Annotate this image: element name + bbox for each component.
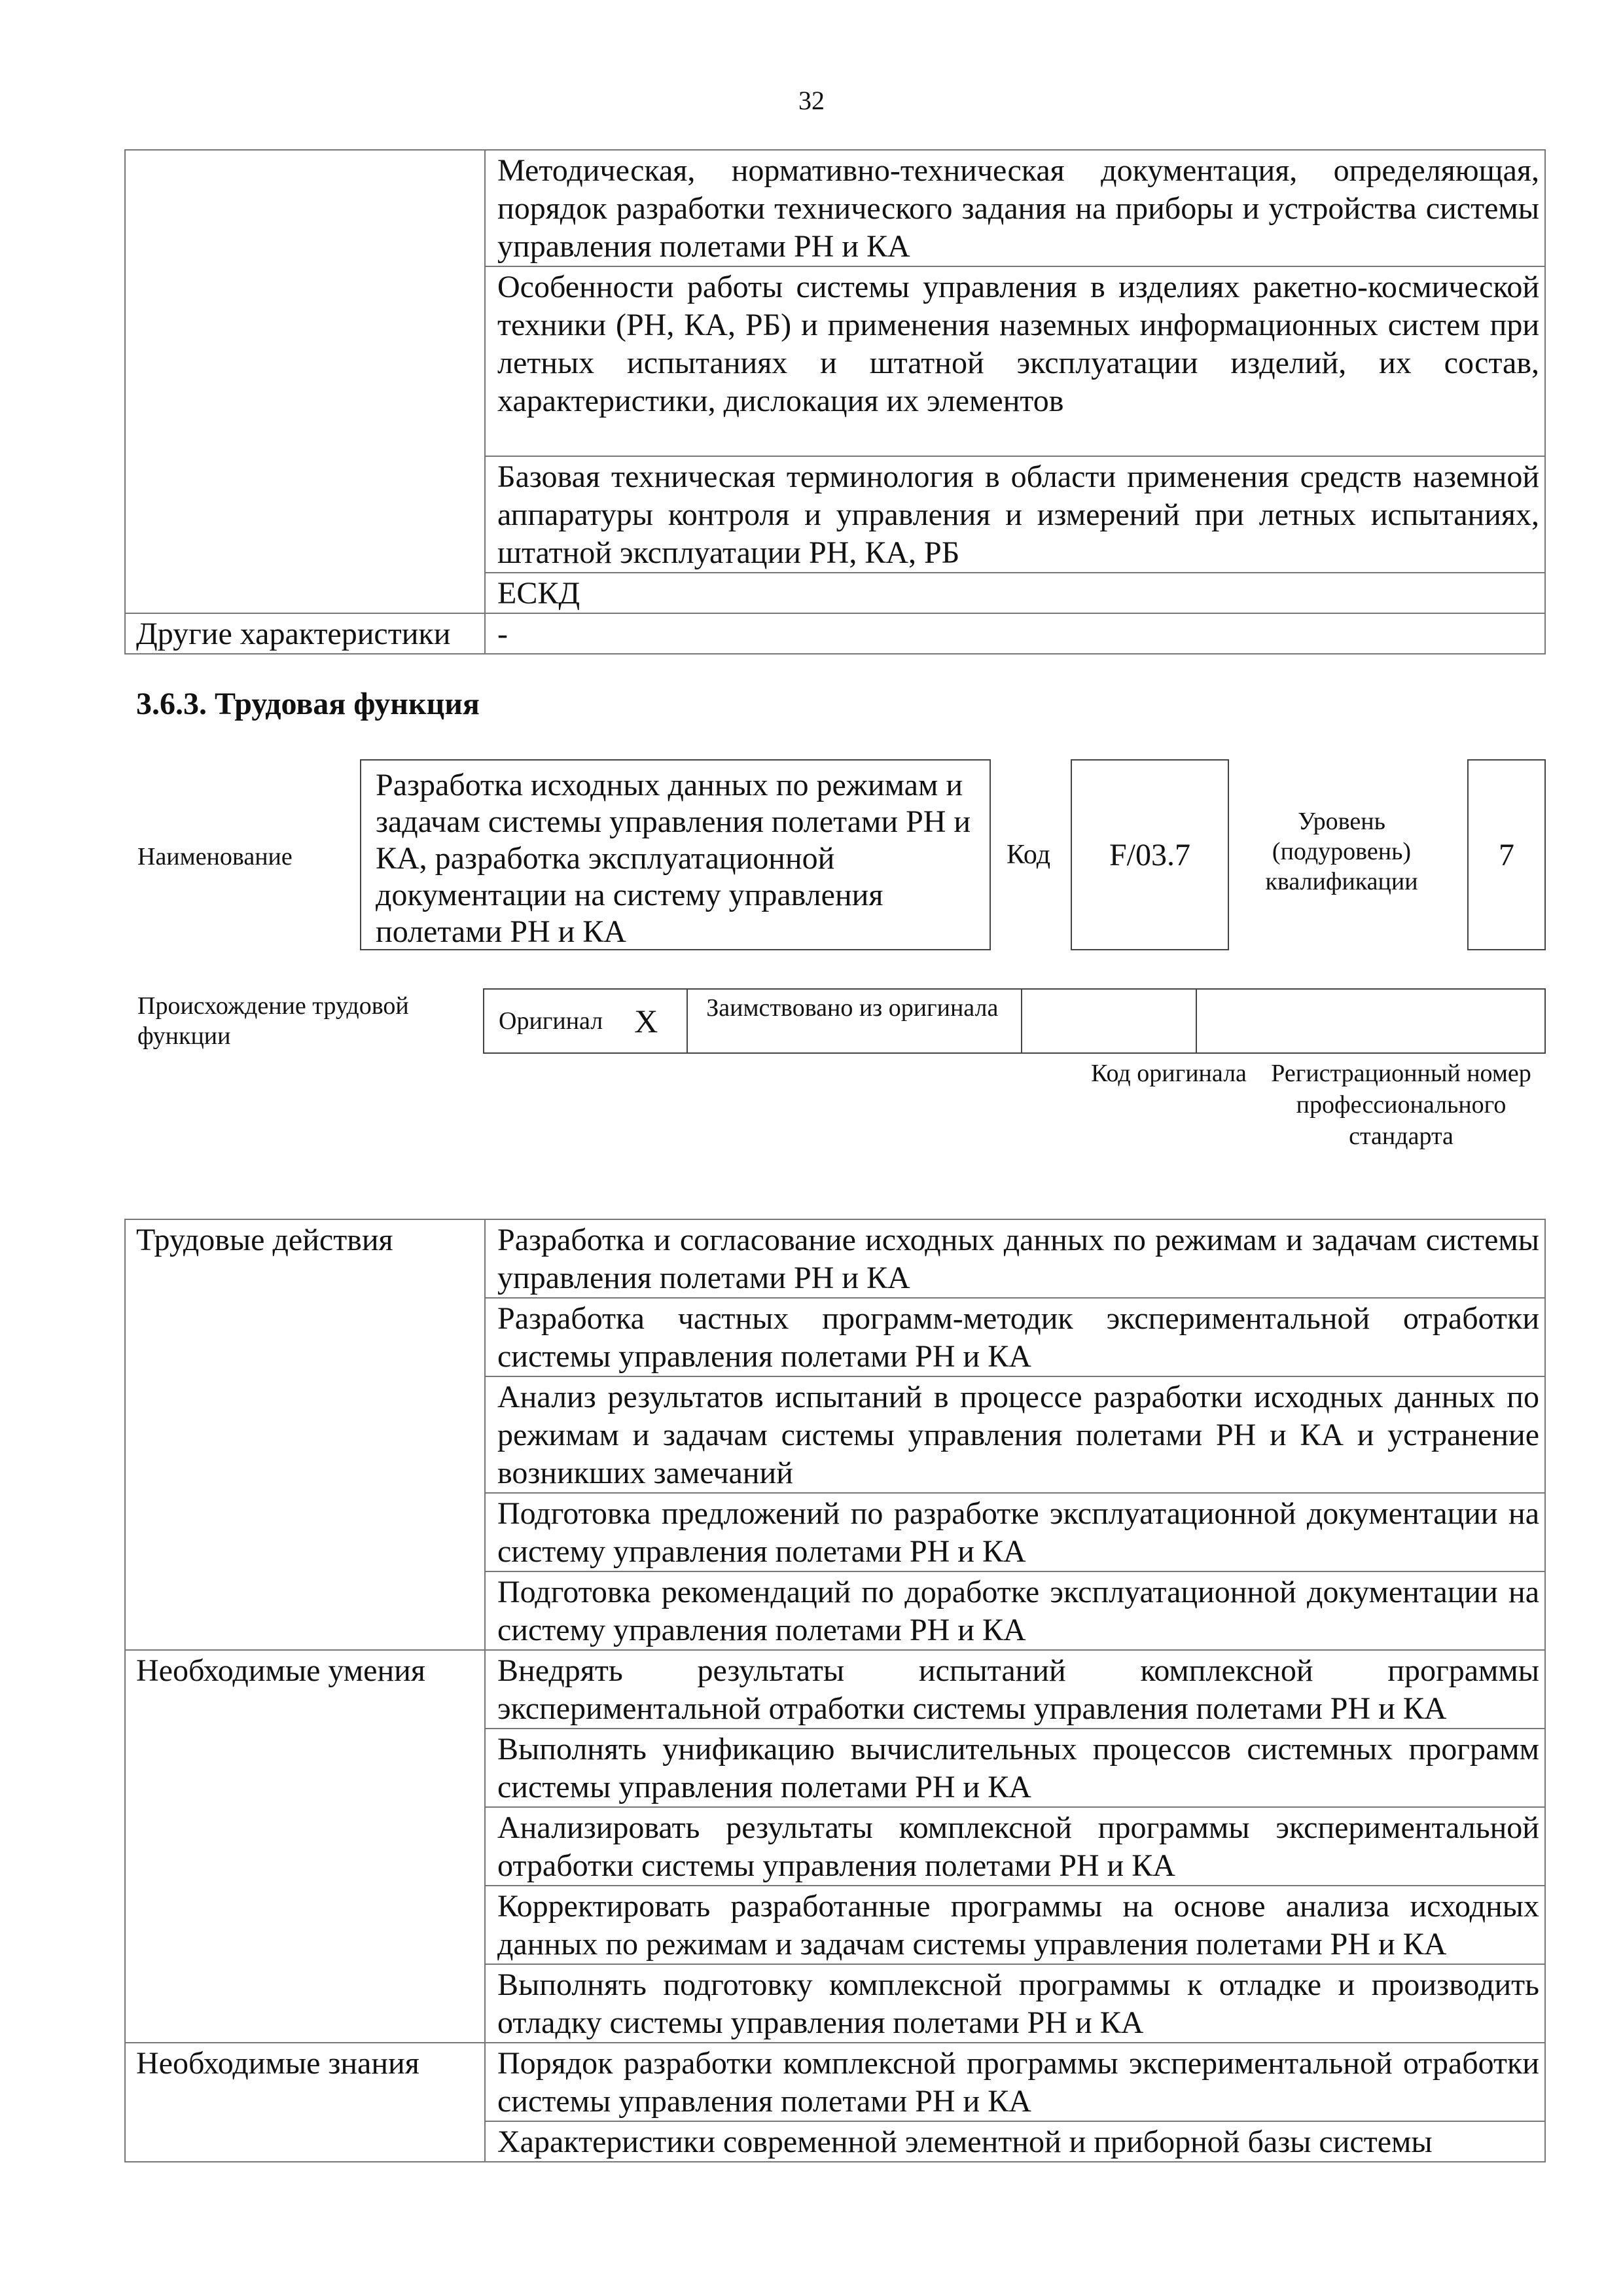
original-label: Оригинал (499, 1007, 603, 1035)
code-label: Код (1007, 840, 1051, 870)
other-characteristics-value: - (485, 613, 1545, 654)
table-row: Выполнять унификацию вычислительных процессов системных программ системы управления полетами РН и КА (485, 1729, 1545, 1807)
table-row: Подготовка рекомендаций по доработке эксплуатационной документации на систему управления полетами РН и КА (485, 1571, 1545, 1650)
table-row: Порядок разработки комплексной программы экспериментальной отработки системы управления полетами РН и КА (485, 2043, 1545, 2121)
function-name-box: Разработка исходных данных по режимам и задачам системы управления полетами РН и КА, разработка эксплуатационной документации на систему управления полетами РН и КА (360, 759, 991, 950)
required-skills-label: Необходимые умения (125, 1650, 485, 2043)
table-row: Разработка частных программ-методик экспериментальной отработки системы управления полетами РН и КА (485, 1298, 1545, 1376)
table-row: Особенности работы системы управления в изделиях ракетно-космической техники (РН, КА, РБ) и применения наземных информационных систем при летных испытаниях и штатной эксплуатации изделий, их состав, характеристики, дислокация их элементов (485, 266, 1545, 456)
table-row: Характеристики современной элементной и приборной базы системы (485, 2121, 1545, 2162)
table-row: ЕСКД (485, 573, 1545, 613)
table-row: Разработка и согласование исходных данных по режимам и задачам системы управления полетами РН и КА (485, 1219, 1545, 1298)
qualification-level-label: Уровень (подуровень) квалификации (1265, 808, 1418, 895)
original-mark: X (634, 1003, 658, 1039)
other-characteristics-label: Другие характеристики (125, 613, 485, 654)
section-title: 3.6.3. Трудовая функция (136, 687, 480, 721)
table-row: Анализ результатов испытаний в процессе разработки исходных данных по режимам и задачам системы управления полетами РН и КА и устранение возникших замечаний (485, 1376, 1545, 1493)
original-code-caption: Код оригинала (1091, 1060, 1247, 1087)
origin-table (483, 988, 1546, 1054)
table-row: Выполнять подготовку комплексной программы к отладке и производить отладку системы управления полетами РН и КА (485, 1964, 1545, 2043)
original-code-cell (1022, 990, 1197, 1052)
origin-label: Происхождение трудовой функции (137, 992, 409, 1050)
page-number: 32 (798, 86, 825, 115)
table-row: Корректировать разработанные программы на основе анализа исходных данных по режимам и задачам системы управления полетами РН и КА (485, 1886, 1545, 1964)
borrowed-cell: Заимствовано из оригинала (688, 990, 1022, 1052)
labor-actions-label: Трудовые действия (125, 1219, 485, 1650)
table-row: Подготовка предложений по разработке эксплуатационной документации на систему управления полетами РН и КА (485, 1493, 1545, 1571)
qualification-level-box: 7 (1467, 759, 1546, 950)
registration-number-caption: Регистрационный номер профессионального стандарта (1271, 1060, 1531, 1150)
required-knowledge-label: Необходимые знания (125, 2043, 485, 2162)
empty-label-cell (125, 150, 485, 613)
function-code-box: F/03.7 (1071, 759, 1229, 950)
labor-function-table (124, 1219, 1546, 2162)
registration-number-cell (1197, 990, 1544, 1052)
table-row: Методическая, нормативно-техническая документация, определяющая, порядок разработки технического задания на приборы и устройства системы управления полетами РН и КА (485, 150, 1545, 266)
table-row: Анализировать результаты комплексной программы экспериментальной отработки системы управления полетами РН и КА (485, 1807, 1545, 1886)
name-label: Наименование (137, 843, 293, 870)
table-row: Внедрять результаты испытаний комплексной программы экспериментальной отработки системы управления полетами РН и КА (485, 1650, 1545, 1729)
table-row: Базовая техническая терминология в области применения средств наземной аппаратуры контроля и управления и измерений при летных испытаниях, штатной эксплуатации РН, КА, РБ (485, 456, 1545, 573)
original-cell (484, 990, 688, 1052)
knowledge-table-continued (124, 149, 1546, 655)
